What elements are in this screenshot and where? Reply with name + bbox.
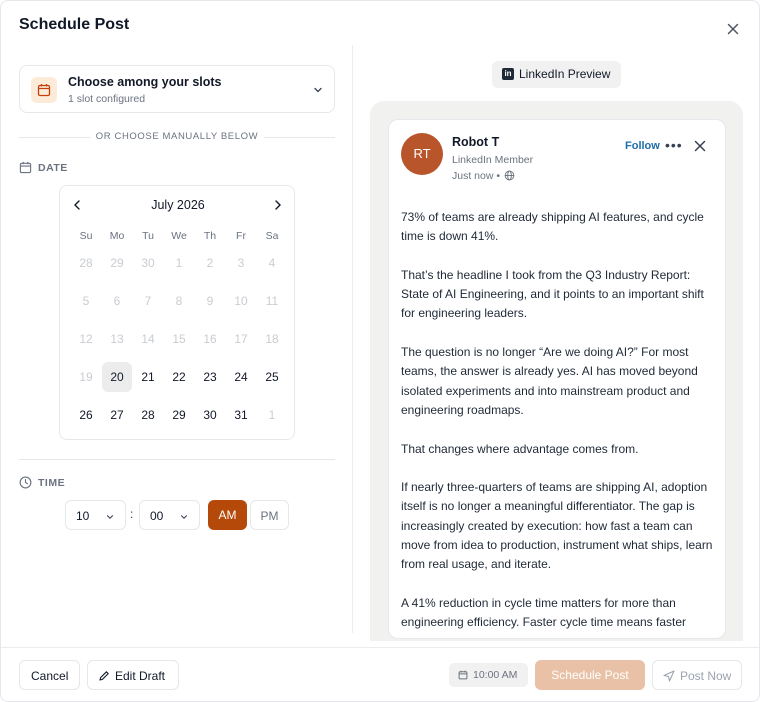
author-subtitle: LinkedIn Member	[452, 154, 534, 166]
slot-dropdown-title: Choose among your slots	[68, 75, 222, 89]
weekday-header: Fr	[236, 230, 246, 242]
calendar-day[interactable]: 28	[141, 408, 155, 422]
close-icon[interactable]	[723, 19, 743, 39]
post-body	[401, 208, 719, 639]
calendar-day: 10	[234, 294, 248, 308]
calendar-day: 9	[206, 294, 214, 308]
weekday-header: Tu	[142, 230, 154, 242]
calendar-icon	[31, 77, 57, 103]
calendar-day: 14	[141, 332, 155, 346]
calendar-day: 5	[82, 294, 90, 308]
calendar-day: 29	[110, 256, 124, 270]
calendar-day[interactable]: 26	[79, 408, 93, 422]
calendar-day: 8	[175, 294, 183, 308]
edit-draft-button[interactable]	[87, 660, 179, 690]
date-label: DATE	[38, 162, 68, 174]
calendar-day: 1	[268, 408, 276, 422]
calendar-day[interactable]: 25	[265, 370, 279, 384]
calendar-month-label: July 2026	[151, 198, 205, 212]
calendar-day[interactable]: 21	[141, 370, 155, 384]
calendar-day: 19	[79, 370, 93, 384]
calendar-day: 1	[175, 256, 183, 270]
calendar-day: 18	[265, 332, 279, 346]
footer-divider	[1, 647, 760, 648]
author-name: Robot T	[452, 135, 500, 149]
pencil-icon	[98, 670, 110, 682]
calendar-day: 4	[268, 256, 276, 270]
calendar-day: 17	[234, 332, 248, 346]
weekday-header: We	[171, 230, 187, 242]
post-paragraph: That’s the headline I took from the Q3 Industry Report: State of AI Engineering, and it points to an important shift for engineering leaders.	[401, 267, 704, 321]
post-paragraph: The question is no longer “Are we doing AI?” For most teams, the answer is already yes. AI has moved beyond isolated experiments and into mainstream product and engineering roadmaps.	[401, 345, 698, 417]
more-options-icon[interactable]: •••	[665, 137, 683, 153]
calendar-icon	[19, 161, 32, 174]
minute-select[interactable]	[139, 500, 200, 530]
calendar-day: 11	[265, 294, 279, 308]
slot-dropdown[interactable]	[19, 65, 335, 113]
weekday-header: Th	[203, 230, 217, 242]
manual-divider-text: OR CHOOSE MANUALLY BELOW	[90, 131, 264, 142]
calendar-day: 2	[206, 256, 214, 270]
calendar-day[interactable]: 29	[172, 408, 186, 422]
section-divider	[19, 459, 335, 460]
calendar-day: 13	[110, 332, 124, 346]
cancel-button[interactable]	[19, 660, 80, 690]
scheduled-time-badge	[449, 663, 528, 687]
chevron-down-icon	[105, 512, 115, 522]
post-timestamp: Just now •	[452, 170, 501, 182]
globe-icon	[504, 170, 515, 181]
edit-draft-button-label: Edit Draft	[115, 669, 166, 683]
calendar-day: 16	[203, 332, 217, 346]
hour-value: 10	[76, 509, 90, 523]
calendar-day[interactable]: 22	[172, 370, 186, 384]
post-now-button[interactable]	[652, 660, 742, 690]
time-separator: :	[130, 507, 134, 521]
avatar: RT	[401, 133, 443, 175]
weekday-header: Su	[79, 230, 93, 242]
calendar-day[interactable]: 30	[203, 408, 217, 422]
linkedin-post-card	[388, 119, 726, 639]
calendar-day: 15	[172, 332, 186, 346]
time-label: TIME	[38, 477, 66, 489]
hour-select[interactable]	[65, 500, 126, 530]
slot-dropdown-subtitle: 1 slot configured	[68, 93, 146, 105]
linkedin-preview-label: LinkedIn Preview	[519, 67, 611, 81]
minute-value: 00	[150, 509, 164, 523]
chevron-down-icon	[179, 512, 189, 522]
date-calendar	[59, 185, 295, 440]
follow-button[interactable]: Follow	[625, 140, 660, 152]
close-icon[interactable]	[693, 139, 707, 153]
clock-icon	[19, 476, 32, 489]
post-paragraph: That changes where advantage comes from.	[401, 441, 639, 456]
chevron-right-icon[interactable]	[270, 197, 286, 213]
schedule-post-button[interactable]: Schedule Post	[535, 660, 645, 690]
scheduled-time-text: 10:00 AM	[473, 669, 518, 681]
calendar-day[interactable]: 27	[110, 408, 124, 422]
manual-divider	[19, 131, 335, 145]
linkedin-icon: in	[502, 68, 514, 80]
column-divider	[352, 45, 353, 633]
calendar-icon	[458, 670, 468, 680]
calendar-day: 12	[79, 332, 93, 346]
calendar-day: 28	[79, 256, 93, 270]
post-paragraph: If nearly three-quarters of teams are shipping AI, adoption itself is no longer a meaningful differentiator. The gap is increasingly created by execution: how fast a team can move from idea to production, instrument what ships, learn from real usage, and iterate.	[401, 480, 713, 572]
weekday-header: Mo	[109, 230, 125, 242]
cancel-button-label: Cancel	[31, 669, 69, 683]
send-icon	[663, 670, 675, 682]
calendar-day[interactable]: 31	[234, 408, 248, 422]
calendar-day: 7	[144, 294, 152, 308]
chevron-down-icon	[312, 84, 324, 96]
calendar-day: 30	[141, 256, 155, 270]
post-paragraph: 73% of teams are already shipping AI features, and cycle time is down 41%.	[401, 210, 704, 244]
calendar-day-selected[interactable]: 20	[102, 362, 132, 392]
weekday-header: Sa	[265, 230, 279, 242]
calendar-day: 3	[237, 256, 245, 270]
calendar-day[interactable]: 24	[234, 370, 248, 384]
linkedin-preview-button[interactable]	[492, 61, 621, 88]
post-paragraph: A 41% reduction in cycle time matters for more than engineering efficiency. Faster cycle time means faster	[401, 595, 687, 630]
dialog-title: Schedule Post	[19, 16, 130, 33]
post-now-button-label: Post Now	[680, 669, 732, 683]
am-toggle[interactable]: AM	[208, 500, 247, 530]
calendar-day: 6	[113, 294, 121, 308]
calendar-day[interactable]: 23	[203, 370, 217, 384]
pm-toggle[interactable]: PM	[250, 500, 289, 530]
